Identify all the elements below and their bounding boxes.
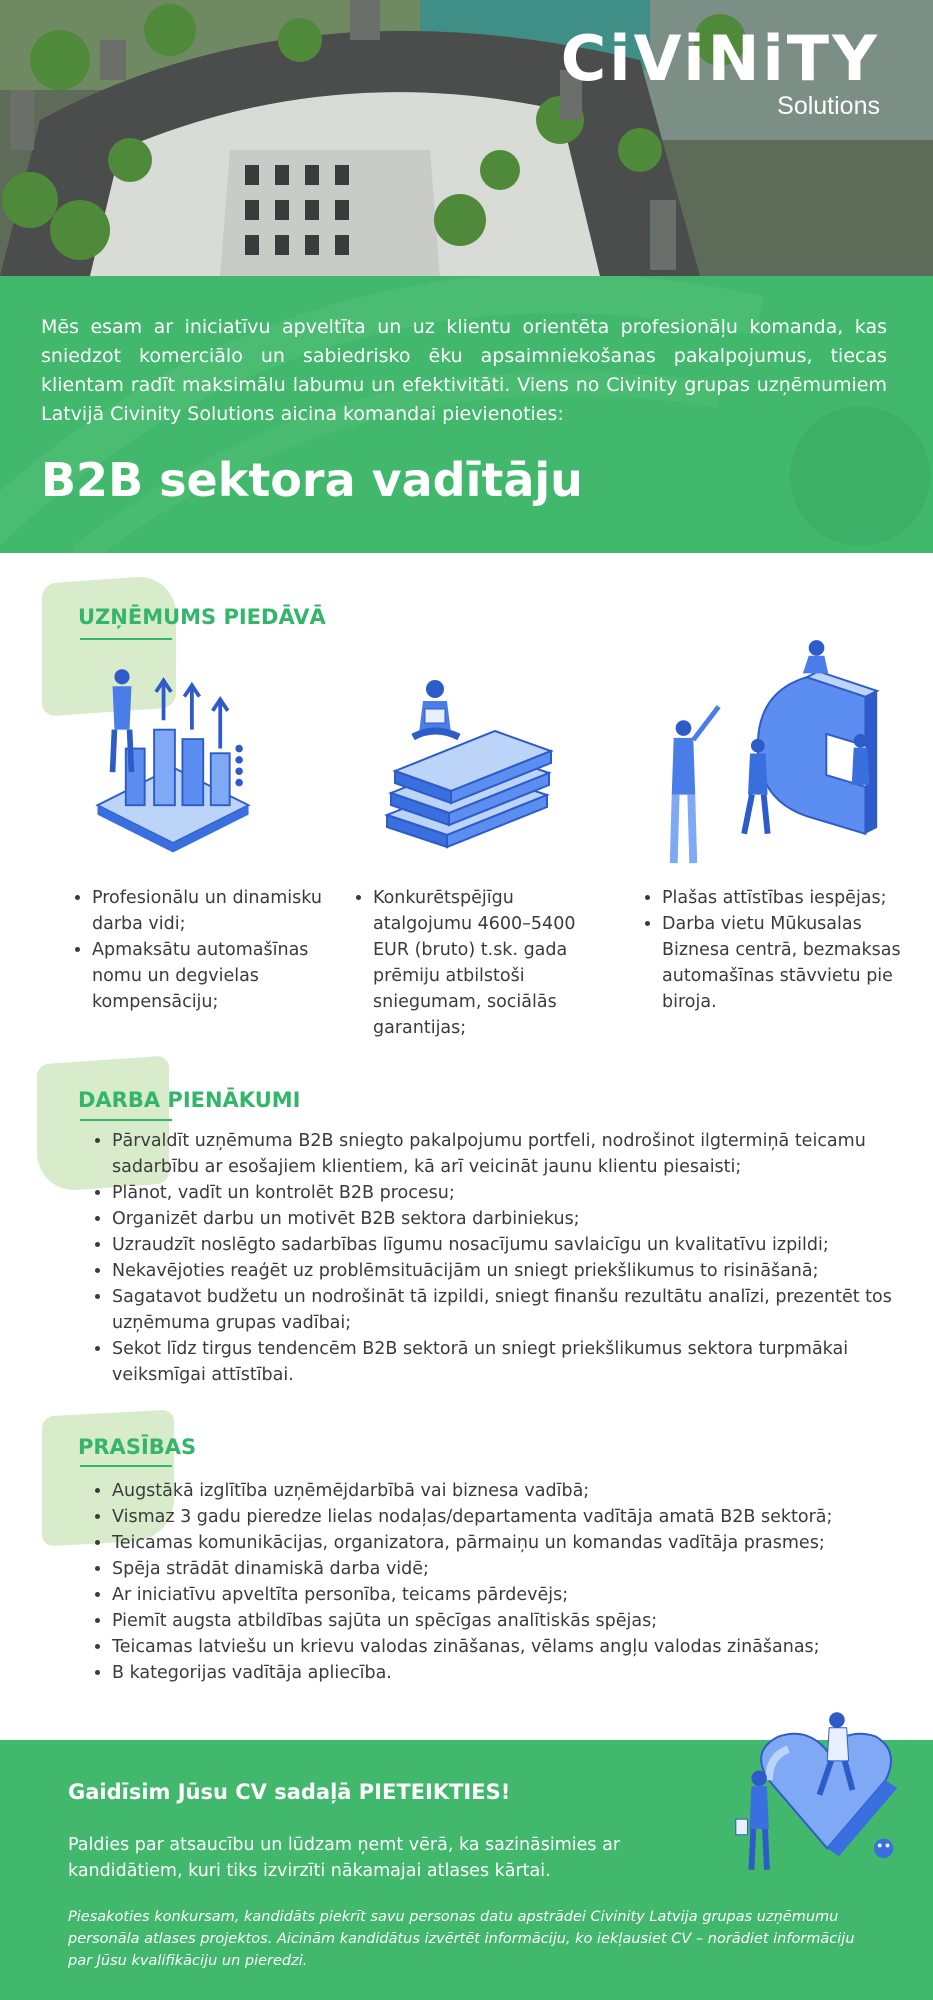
- offer-list-3: [640, 885, 917, 1015]
- list-item: • Teicamas komunikācijas, organizatora, pārmaiņu un komandas vadītāja prasmes;: [112, 1530, 902, 1556]
- logo-subtitle: Solutions: [777, 92, 880, 120]
- list-item: • Uzraudzīt noslēgto sadarbības līgumu nosacījumu savlaicīgu un kvalitatīvu izpildi;: [112, 1232, 902, 1258]
- people-with-heart-illustration: [730, 1700, 905, 1880]
- privacy-note: Piesakoties konkursam, kandidāts piekrīt savu personas datu apstrādei Civinity Latvija grupas uzņēmumu personāla atlases projektos. Aicinām kandidātus izvērtēt informāciju, ko iekļausiet CV – norādiet informāciju par Jūsu kvalifikāciju un pieredzi.: [68, 1909, 855, 1969]
- list-item: • Organizēt darbu un motivēt B2B sektora darbiniekus;: [112, 1206, 902, 1232]
- offer-list-1: [70, 885, 332, 1015]
- section-heading-requirements: PRASĪBAS: [78, 1435, 197, 1459]
- civinity-logo: [560, 22, 880, 120]
- list-item: • Sekot līdz tirgus tendencēm B2B sektorā un sniegt priekšlikumus sektora turpmākai veiksmīgai attīstībai.: [112, 1336, 902, 1388]
- logo-wordmark: CiViNiTY: [560, 22, 880, 95]
- requirements-list: [88, 1478, 902, 1686]
- section-heading-offer: UZŅĒMUMS PIEDĀVĀ: [78, 605, 326, 629]
- offer-list-2: [351, 885, 613, 1041]
- list-item: • Darba vietu Mūkusalas Biznesa centrā, bezmaksas automašīnas stāvvietu pie biroja.: [662, 911, 917, 1015]
- duties-list: [88, 1128, 902, 1388]
- hero-banner: [0, 0, 933, 553]
- team-building-letter-c-illustration: [660, 633, 885, 878]
- list-item: • Spēja strādāt dinamiskā darba vidē;: [112, 1556, 902, 1582]
- list-item: • Pārvaldīt uzņēmuma B2B sniegto pakalpojumu portfeli, nodrošinot ilgtermiņā teicamu sadarbību ar esošajiem klientiem, kā arī veicināt jaunu klientu piesaisti;: [112, 1128, 902, 1180]
- list-item: • Nekavējoties reaģēt uz problēmsituācijām un sniegt priekšlikumus to risināšanā;: [112, 1258, 902, 1284]
- thanks-text: Paldies par atsaucību un lūdzam ņemt vērā, ka sazināsimies ar kandidātiem, kuri tiks izvirzīti nākamajai atlases kārtai.: [68, 1835, 621, 1881]
- list-item: • B kategorijas vadītāja apliecība.: [112, 1660, 902, 1686]
- person-with-growth-chart-illustration: [88, 658, 258, 858]
- heading-underline: [80, 1119, 172, 1121]
- list-item: • Augstākā izglītība uzņēmējdarbībā vai biznesa vadībā;: [112, 1478, 902, 1504]
- list-item: • Piemīt augsta atbildības sajūta un spēcīgas analītiskās spējas;: [112, 1608, 902, 1634]
- job-title: B2B sektora vadītāju: [41, 453, 583, 507]
- intro-text: Mēs esam ar iniciatīvu apveltīta un uz klientu orientēta profesionāļu komanda, kas sniedzot komerciālo un sabiedrisko ēku apsaimniekošanas pakalpojumus, tiecas klientam radīt maksimālu labumu un efektivitāti. Viens no Civinity grupas uzņēmumiem Latvijā Civinity Solutions aicina komandai pievienoties:: [41, 316, 887, 425]
- list-item: • Plašas attīstības iespējas;: [662, 885, 917, 911]
- heading-underline: [80, 1465, 172, 1467]
- list-item: • Sagatavot budžetu un nodrošināt tā izpildi, sniegt finanšu rezultātu analīzi, prezentēt tos uzņēmuma grupas vadībai;: [112, 1284, 902, 1336]
- apply-call-to-action: Gaidīsim Jūsu CV sadaļā PIETEIKTIES!: [68, 1780, 511, 1804]
- list-item: • Vismaz 3 gadu pieredze lielas nodaļas/departamenta vadītāja amatā B2B sektorā;: [112, 1504, 902, 1530]
- person-reading-on-books-illustration: [372, 675, 562, 855]
- list-item: • Konkurētspējīgu atalgojumu 4600–5400 EUR (bruto) t.sk. gada prēmiju atbilstoši sniegumam, sociālās garantijas;: [373, 885, 613, 1041]
- heading-underline: [80, 638, 172, 640]
- list-item: • Teicamas latviešu un krievu valodas zināšanas, vēlams angļu valodas zināšanas;: [112, 1634, 902, 1660]
- list-item: • Ar iniciatīvu apveltīta personība, teicams pārdevējs;: [112, 1582, 902, 1608]
- list-item: • Profesionālu un dinamisku darba vidi;: [92, 885, 332, 937]
- section-heading-duties: DARBA PIENĀKUMI: [78, 1088, 301, 1112]
- list-item: • Plānot, vadīt un kontrolēt B2B procesu;: [112, 1180, 902, 1206]
- list-item: • Apmaksātu automašīnas nomu un degvielas kompensāciju;: [92, 937, 332, 1015]
